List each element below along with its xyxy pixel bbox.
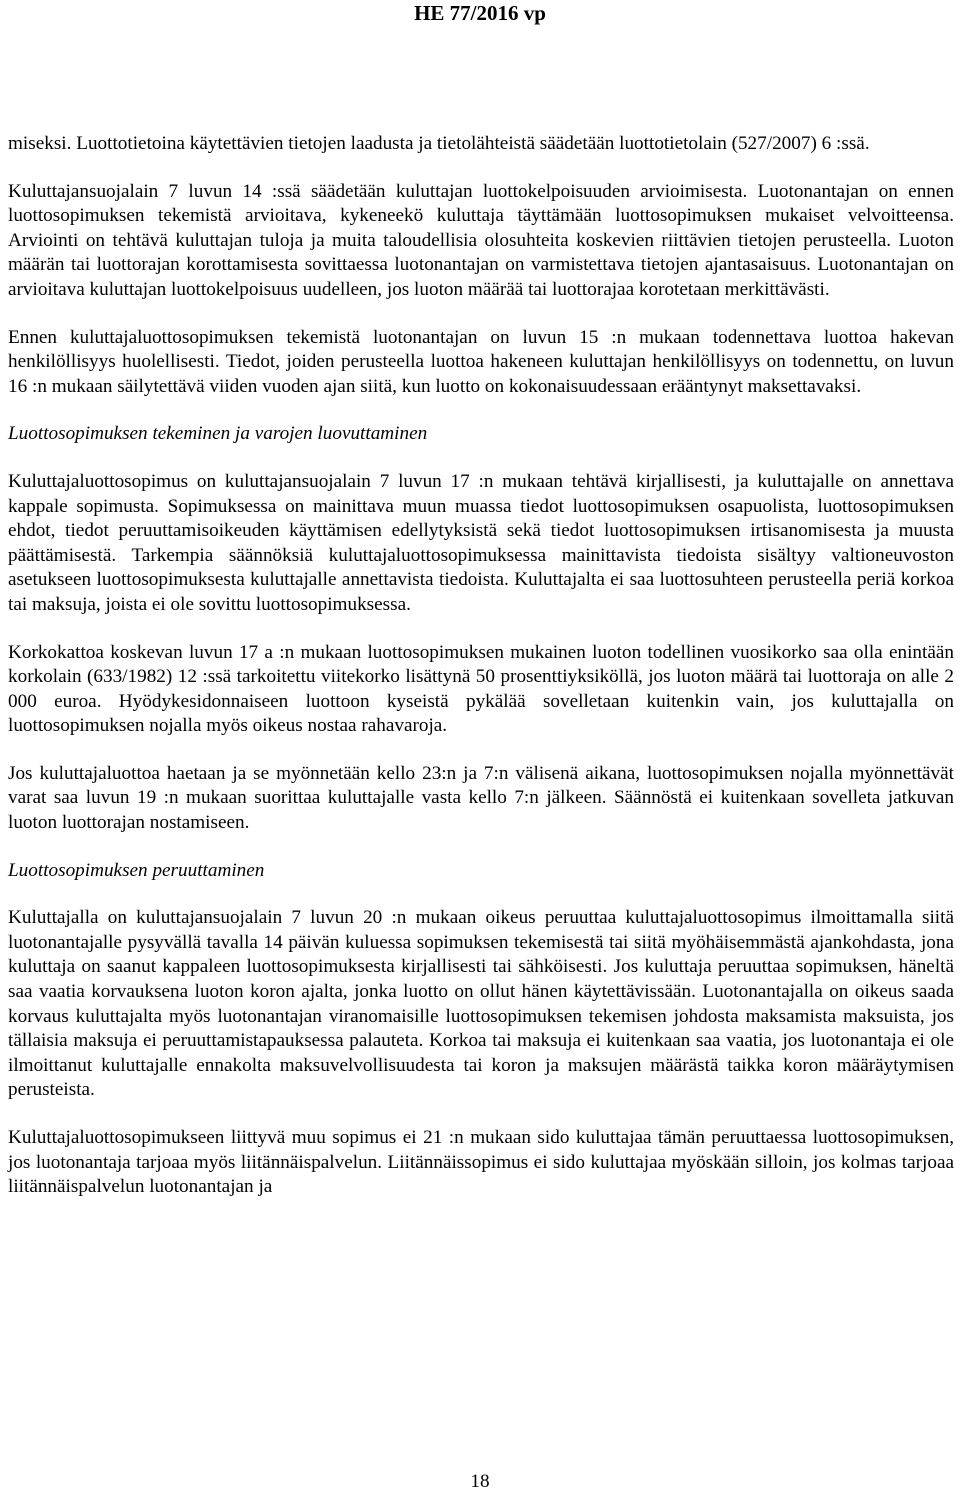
section-heading: Luottosopimuksen tekeminen ja varojen luovuttaminen: [8, 423, 428, 445]
paragraph: Kuluttajansuojalain 7 luvun 14 :ssä säädetään kuluttajan luottokelpoisuuden arvioimisesta. Luotonantajan on ennen luottosopimuksen tekemistä arvioitava, kykeneekö kuluttaja täyttämään luottosopimuksen mukaiset velvoitteensa. Arviointi on tehtävä kuluttajan tuloja ja muita taloudellisia olosuhteita koskevien riittävien tietojen perusteella. Luoton määrän tai luottorajan korottamisesta sovittaessa luotonantajan on varmistettava tietojen ajantasaisuus. Luotonantajan on arvioitava kuluttajan luottokelpoisuus uudelleen, jos luoton määrää tai luottorajaa korotetaan merkittävästi.: [8, 180, 954, 300]
paragraph: Kuluttajaluottosopimus on kuluttajansuojalain 7 luvun 17 :n mukaan tehtävä kirjallisesti, ja kuluttajalle on annettava kappale sopimusta. Sopimuksessa on mainittava muun muassa tiedot luottosopimuksen osapuolista, luottosopimuksen ehdot, tiedot peruuttamisoikeuden käyttämisen edellytyksistä sekä tiedot luottosopimuksen irtisanomisesta ja muusta päättämisestä. Tarkempia säännöksiä kuluttajaluottosopimuksessa mainittavista tiedoista sisältyy valtioneuvoston asetukseen luottosopimuksesta kuluttajalle annettavista tiedoista. Kuluttajalta ei saa luottosuhteen perusteella periä korkoa tai maksuja, joista ei ole sovittu luottosopimuksessa.: [8, 470, 954, 615]
page-number: 18: [470, 1471, 490, 1492]
paragraph: miseksi. Luottotietoina käytettävien tietojen laadusta ja tietolähteistä säädetään luottotietolain (527/2007) 6 :ssä.: [8, 133, 870, 154]
paragraph: Kuluttajaluottosopimukseen liittyvä muu sopimus ei 21 :n mukaan sido kuluttajaa tämän peruuttaessa luottosopimuksen, jos luotonantaja tarjoaa myös liitännäispalvelun. Liitännäissopimus ei sido kuluttajaa myöskään silloin, jos kolmas tarjoaa liitännäispalvelun luotonantajan ja: [8, 1127, 954, 1198]
paragraph: Kuluttajalla on kuluttajansuojalain 7 luvun 20 :n mukaan oikeus peruuttaa kuluttajaluottosopimus ilmoittamalla siitä luotonantajalle pysyvällä tavalla 14 päivän kuluessa sopimuksen tekemisestä tai siitä myöhäisemmästä ajankohdasta, jona kuluttaja on saanut kappaleen luottosopimuksesta kirjallisesti tai sähköisesti. Jos kuluttaja peruuttaa sopimuksen, häneltä saa vaatia korvauksena luoton koron ajalta, jonka luotto on ollut hänen käytettävissään. Luotonantajalla on oikeus saada korvaus kuluttajalta myös luotonantajan viranomaisille luottosopimuksen tekemisen johdosta maksamista maksuista, jos tällaisia maksuja ei peruuttamistapauksessa palauteta. Korkoa tai maksuja ei kuitenkaan saa vaatia, jos luotonantaja ei ole ilmoittanut kuluttajalle ennakolta maksuvelvollisuudesta tai koron ja maksujen määrästä taikka koron määräytymisen perusteista.: [8, 907, 954, 1101]
document-body: [8, 132, 954, 1223]
paragraph: Korkokattoa koskevan luvun 17 a :n mukaan luottosopimuksen mukainen luoton todellinen vuosikorko saa olla enintään korkolain (633/1982) 12 :ssä tarkoitettu viitekorko lisättynä 50 prosenttiyksiköllä, jos luoton määrä tai luottoraja on alle 2 000 euroa. Hyödykesidonnaiseen luottoon kyseistä pykälää sovelletaan kuitenkin vain, jos kuluttajalla on luottosopimuksen nojalla myös oikeus nostaa rahavaroja.: [8, 641, 954, 737]
document-id: HE 77/2016 vp: [414, 1, 546, 25]
paragraph: Jos kuluttajaluottoa haetaan ja se myönnetään kello 23:n ja 7:n välisenä aikana, luottosopimuksen nojalla myönnettävät varat saa luvun 19 :n mukaan suorittaa kuluttajalle vasta kello 7:n jälkeen. Säännöstä ei kuitenkaan sovelleta jatkuvan luoton luottorajan nostamiseen.: [8, 762, 954, 834]
document-header: [0, 0, 960, 26]
section-heading: Luottosopimuksen peruuttaminen: [8, 859, 265, 881]
paragraph: Ennen kuluttajaluottosopimuksen tekemistä luotonantajan on luvun 15 :n mukaan todennettava luottoa hakevan henkilöllisyys huolellisesti. Tiedot, joiden perusteella luottoa hakeneen kuluttajan henkilöllisyys on todennettu, on luvun 16 :n mukaan säilytettävä viiden vuoden ajan siitä, kun luotto on kokonaisuudessaan erääntynyt maksettavaksi.: [8, 326, 954, 397]
